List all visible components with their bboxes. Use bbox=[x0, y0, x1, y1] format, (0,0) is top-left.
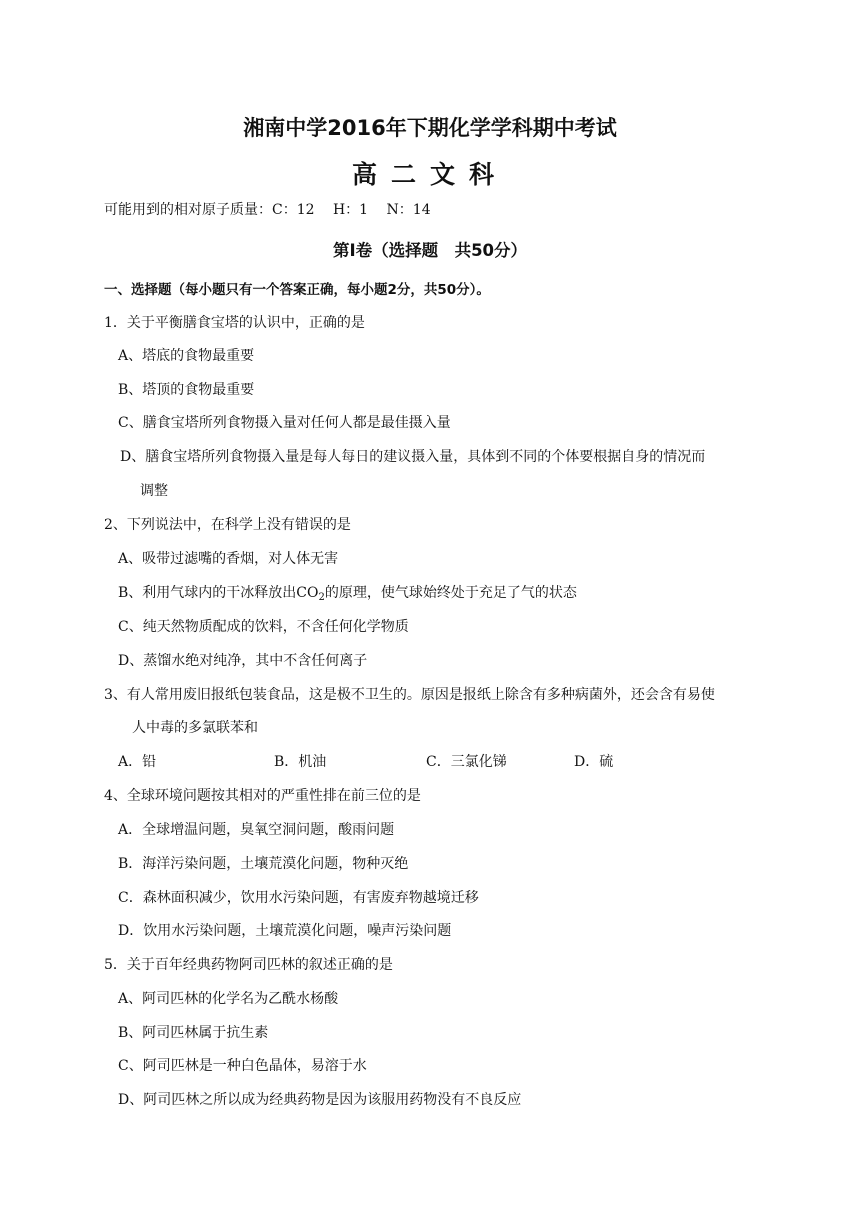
question-5-option-b: B、阿司匹林属于抗生素 bbox=[118, 1025, 269, 1041]
question-3-option-a: A．铅 bbox=[118, 754, 157, 770]
question-3-option-d: D．硫 bbox=[574, 754, 614, 770]
question-2-option-d: D、蒸馏水绝对纯净，其中不含任何离子 bbox=[118, 653, 368, 669]
question-4-option-a: A．全球增温问题，臭氧空洞问题，酸雨问题 bbox=[118, 822, 395, 838]
section-heading: 第Ⅰ卷（选择题 共50分） bbox=[332, 241, 528, 260]
question-1-option-b: B、塔顶的食物最重要 bbox=[118, 382, 255, 398]
question-2-option-c: C、纯天然物质配成的饮料，不含任何化学物质 bbox=[118, 619, 409, 635]
question-1-option-d: D、膳食宝塔所列食物摄入量是每人每日的建议摄入量，具体到不同的个体要根据自身的情况而 bbox=[120, 449, 706, 465]
question-5-stem: 5．关于百年经典药物阿司匹林的叙述正确的是 bbox=[104, 957, 393, 973]
question-4-option-d: D．饮用水污染问题，土壤荒漠化问题，噪声污染问题 bbox=[118, 923, 452, 939]
question-5-option-d: D、阿司匹林之所以成为经典药物是因为该服用药物没有不良反应 bbox=[118, 1092, 522, 1108]
question-1-option-c: C、膳食宝塔所列食物摄入量对任何人都是最佳摄入量 bbox=[118, 415, 451, 431]
question-4-stem: 4、全球环境问题按其相对的严重性排在前三位的是 bbox=[104, 788, 421, 804]
question-3-stem: 3、有人常用废旧报纸包装食品，这是极不卫生的。原因是报纸上除含有多种病菌外，还会含有易使 bbox=[104, 687, 715, 703]
question-2-stem: 2、下列说法中，在科学上没有错误的是 bbox=[104, 517, 351, 533]
question-3-option-b: B．机油 bbox=[274, 754, 327, 770]
question-1-stem: 1．关于平衡膳食宝塔的认识中，正确的是 bbox=[104, 315, 365, 331]
question-3-stem-continued: 人中毒的多氯联苯和 bbox=[132, 720, 258, 736]
exam-subtitle: 高二文科 bbox=[351, 160, 508, 189]
question-4-option-c: C．森林面积减少，饮用水污染问题，有害废弃物越境迁移 bbox=[118, 890, 479, 906]
question-2-option-b-subscript: 2 bbox=[318, 592, 325, 603]
question-2-option-a: A、吸带过滤嘴的香烟，对人体无害 bbox=[118, 551, 339, 567]
question-3-option-c: C．三氯化锑 bbox=[426, 754, 507, 770]
question-2-option-b-text-end: 的原理，使气球始终处于充足了气的状态 bbox=[324, 585, 577, 601]
exam-title: 湘南中学2016年下期化学学科期中考试 bbox=[243, 116, 617, 140]
question-4-option-b: B．海洋污染问题，土壤荒漠化问题，物种灭绝 bbox=[118, 856, 409, 872]
atomic-mass-note: 可能用到的相对原子质量：C：12 H：1 N：14 bbox=[104, 202, 431, 218]
part-title: 一、选择题（每小题只有一个答案正确，每小题2分，共50分）。 bbox=[104, 282, 490, 298]
question-1-option-a: A、塔底的食物最重要 bbox=[118, 348, 255, 364]
question-2-option-b-text-start: B、利用气球内的干冰释放出CO bbox=[118, 585, 319, 601]
question-5-option-a: A、阿司匹林的化学名为乙酰水杨酸 bbox=[118, 991, 339, 1007]
question-5-option-c: C、阿司匹林是一种白色晶体，易溶于水 bbox=[118, 1058, 367, 1074]
question-1-option-d-continued: 调整 bbox=[140, 483, 168, 499]
question-2-option-b bbox=[118, 583, 577, 603]
